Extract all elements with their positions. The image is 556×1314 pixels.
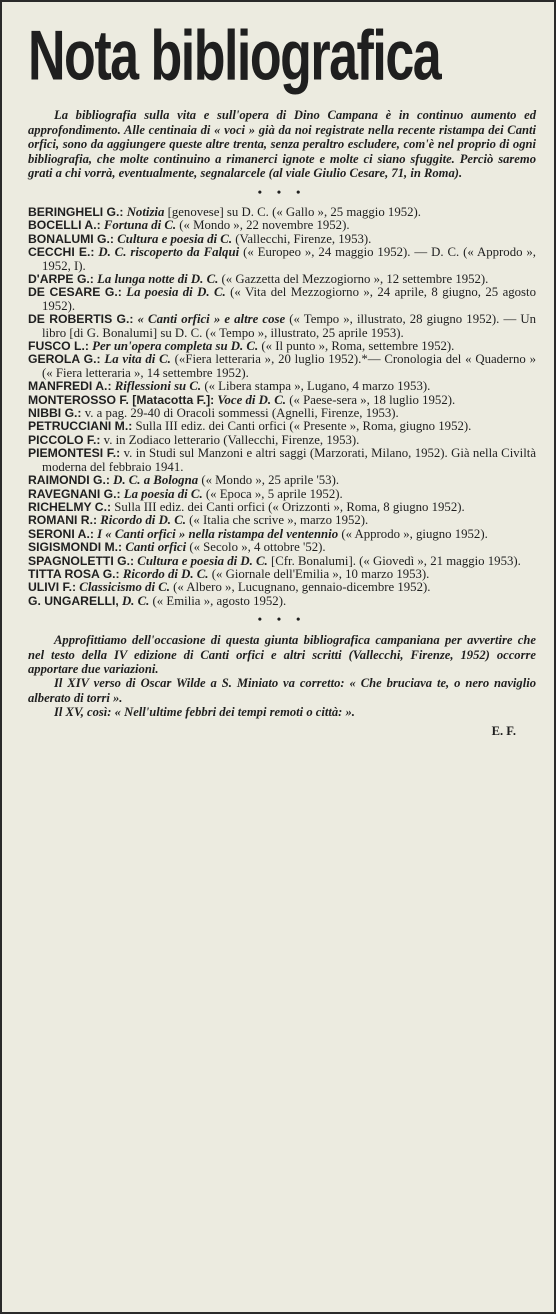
entry-details: (« Tempo », illustrato, 28 giugno 1952). — Un libro [di G. Bonalumi] su D. C. (« Tempo », illustrato, 25 aprile 1953). xyxy=(42,312,536,340)
entry-work-title: D. C. xyxy=(121,593,150,608)
author-signature: E. F. xyxy=(491,723,516,738)
bibliography-entry xyxy=(28,340,536,353)
bibliography-entry xyxy=(28,555,536,568)
entry-details: (« Emilia », agosto 1952). xyxy=(152,593,287,608)
entry-work-title: Voce di D. C. xyxy=(217,392,287,407)
bibliography-entry xyxy=(28,353,536,380)
entry-details: (« Approdo », giugno 1952). xyxy=(341,526,488,541)
entry-work-title: Cultura e poesia di C. xyxy=(117,231,233,246)
entry-author: SIGISMONDI M.: xyxy=(28,540,123,555)
entry-author: RAIMONDI G.: xyxy=(28,473,110,488)
entry-details: (« Italia che scrive », marzo 1952). xyxy=(189,513,369,528)
entry-details: (« Albero », Lucugnano, gennaio-dicembre 1952). xyxy=(173,580,431,595)
bibliography-entry xyxy=(28,246,536,273)
bibliography-entry xyxy=(28,380,536,393)
entry-details: (« Gazzetta del Mezzogiorno », 12 settembre 1952). xyxy=(221,272,489,286)
entry-work-title: Per un'opera completa su D. C. xyxy=(92,339,259,354)
entry-author: PICCOLO F.: xyxy=(28,432,101,447)
bibliography-list xyxy=(28,206,536,608)
entry-details: (« Libera stampa », Lugano, 4 marzo 1953). xyxy=(204,379,431,394)
entry-details: [Cfr. Bonalumi]. (« Giovedì », 21 maggio 1953). xyxy=(270,553,521,568)
bibliography-entry xyxy=(28,595,536,608)
entry-work-title: D. C. riscoperto da Falqui xyxy=(98,245,240,260)
entry-work-title: Riflessioni su C. xyxy=(114,379,202,394)
entry-details: (« Epoca », 5 aprile 1952). xyxy=(205,486,343,501)
section-separator-top: • • • xyxy=(257,184,307,199)
entry-details: (« Mondo », 25 aprile '53). xyxy=(201,473,340,488)
bibliography-entry xyxy=(28,528,536,541)
bibliography-entry xyxy=(28,501,536,514)
entry-author: MONTEROSSO F. [Matacotta F.]: xyxy=(28,392,215,407)
entry-details: (« Giornale dell'Emilia », 10 marzo 1953). xyxy=(211,566,430,581)
entry-work-title: Canti orfici xyxy=(125,540,187,555)
entry-author: SERONI A.: xyxy=(28,526,94,541)
entry-author: RICHELMY C.: xyxy=(28,499,112,514)
entry-author: SPAGNOLETTI G.: xyxy=(28,553,135,568)
bibliography-entry xyxy=(28,447,536,474)
entry-work-title: Ricordo di D. C. xyxy=(100,513,186,528)
entry-author: BOCELLI A.: xyxy=(28,218,101,233)
entry-work-title: I « Canti orfici » nella ristampa del ventennio xyxy=(97,526,339,541)
entry-author: MANFREDI A.: xyxy=(28,379,112,394)
entry-work-title: La poesia di D. C. xyxy=(126,285,226,300)
bibliography-entry xyxy=(28,394,536,407)
entry-author: ULIVI F.: xyxy=(28,580,77,595)
section-separator-bottom: • • • xyxy=(257,612,307,627)
entry-author: DE CESARE G.: xyxy=(28,285,122,300)
entry-author: PETRUCCIANI M.: xyxy=(28,419,133,434)
entry-details: (Vallecchi, Firenze, 1953). xyxy=(235,231,372,246)
bibliography-entry xyxy=(28,206,536,219)
entry-work-title: D. C. a Bologna xyxy=(113,473,199,488)
entry-details: (« Secolo », 4 ottobre '52). xyxy=(189,540,326,555)
entry-author: CECCHI E.: xyxy=(28,245,95,260)
entry-work-title: « Canti orfici » e altre cose xyxy=(137,312,286,327)
closing-paragraph: Il XV, così: « Nell'ultime febbri dei tempi remoti o città: ». xyxy=(54,705,355,720)
entry-author: G. UNGARELLI, xyxy=(28,593,119,608)
bibliography-entry xyxy=(28,286,536,313)
bibliography-entry xyxy=(28,568,536,581)
bibliography-entry xyxy=(28,233,536,246)
entry-author: PIEMONTESI F.: xyxy=(28,446,121,461)
bibliography-entry xyxy=(28,488,536,501)
entry-author: FUSCO L.: xyxy=(28,339,89,354)
bibliography-entry xyxy=(28,313,536,340)
entry-author: ROMANI R.: xyxy=(28,513,98,528)
bibliography-entry xyxy=(28,407,536,420)
entry-author: BERINGHELI G.: xyxy=(28,204,124,219)
entry-work-title: Cultura e poesia di D. C. xyxy=(137,553,268,568)
bibliography-entry xyxy=(28,474,536,487)
entry-author: TITTA ROSA G.: xyxy=(28,566,120,581)
closing-note xyxy=(28,633,536,719)
entry-details: (« Vita del Mezzogiorno », 24 aprile, 8 giugno, 25 agosto 1952). xyxy=(42,285,536,313)
entry-details: Sulla III ediz. dei Canti orfici (« Orizzonti », Roma, 8 giugno 1952). xyxy=(114,499,465,514)
entry-details: («Fiera letteraria », 20 luglio 1952).*— Cronologia del « Quaderno » (« Fiera letteraria », 14 settembre 1952). xyxy=(42,352,536,380)
entry-details: (« Il punto », Roma, settembre 1952). xyxy=(261,339,455,354)
entry-work-title: Ricordo di D. C. xyxy=(122,566,209,581)
entry-author: D'ARPE G.: xyxy=(28,272,94,286)
closing-paragraph: Approfittiamo dell'occasione di questa giunta bibliografica campaniana per avvertire che nel testo della IV edizione di Canti orfici e altri scritti (Vallecchi, Firenze, 1952) occorre apportare due variazioni. xyxy=(28,633,536,676)
entry-details: (« Mondo », 22 novembre 1952). xyxy=(179,218,350,233)
entry-details: (« Europeo », 24 maggio 1952). — D. C. (« Approdo », 1952, I). xyxy=(42,245,537,273)
bibliography-entry xyxy=(28,541,536,554)
bibliography-entry xyxy=(28,219,536,232)
entry-details: v. a pag. 29-40 di Oracoli sommessi (Agnelli, Firenze, 1953). xyxy=(84,406,399,421)
entry-author: BONALUMI G.: xyxy=(28,231,114,246)
entry-work-title: Notizia xyxy=(126,204,165,219)
entry-details: Sulla III ediz. dei Canti orfici (« Presente », Roma, giugno 1952). xyxy=(135,419,472,434)
entry-details: (« Paese-sera », 18 luglio 1952). xyxy=(289,392,456,407)
entry-author: RAVEGNANI G.: xyxy=(28,486,121,501)
entry-author: GEROLA G.: xyxy=(28,352,101,367)
entry-work-title: La poesia di C. xyxy=(123,486,203,501)
entry-details: v. in Zodiaco letterario (Vallecchi, Firenze, 1953). xyxy=(103,432,360,447)
entry-work-title: Fortuna di C. xyxy=(103,218,177,233)
bibliography-entry xyxy=(28,434,536,447)
entry-author: NIBBI G.: xyxy=(28,406,82,421)
entry-author: DE ROBERTIS G.: xyxy=(28,312,134,327)
entry-work-title: La vita di C. xyxy=(104,352,171,367)
entry-work-title: La lunga notte di D. C. xyxy=(97,272,219,286)
bibliography-entry xyxy=(28,581,536,594)
bibliography-entry xyxy=(28,273,536,286)
entry-details: v. in Studi sul Manzoni e altri saggi (Marzorati, Milano, 1952). Già nella Civiltà moderna del febbraio 1941. xyxy=(42,446,536,474)
intro-paragraph: La bibliografia sulla vita e sull'opera di Dino Campana è in continuo aumento ed approfondimento. Alle centinaia di « voci » già da noi registrate nella recente ristampa dei Canti orfici, sono da aggiungere queste altre trenta, senza peraltro escludere, com'è nel proprio di ogni bibliografia, che molte continuino a rimanerci ignote e molte ci siano sfuggite. Perciò saremo grati a chi vorrà, eventualmente, segnalarcele (al viale Giulio Cesare, 71, in Roma). xyxy=(28,108,536,181)
closing-paragraph: Il XIV verso di Oscar Wilde a S. Miniato va corretto: « Che bruciava te, o nero naviglio alberato di torri ». xyxy=(28,676,536,705)
entry-work-title: Classicismo di C. xyxy=(79,580,170,595)
page-title: Nota bibliografica xyxy=(28,17,441,96)
bibliography-entry xyxy=(28,514,536,527)
bibliography-entry xyxy=(28,420,536,433)
entry-details: [genovese] su D. C. (« Gallo », 25 maggio 1952). xyxy=(167,204,421,219)
